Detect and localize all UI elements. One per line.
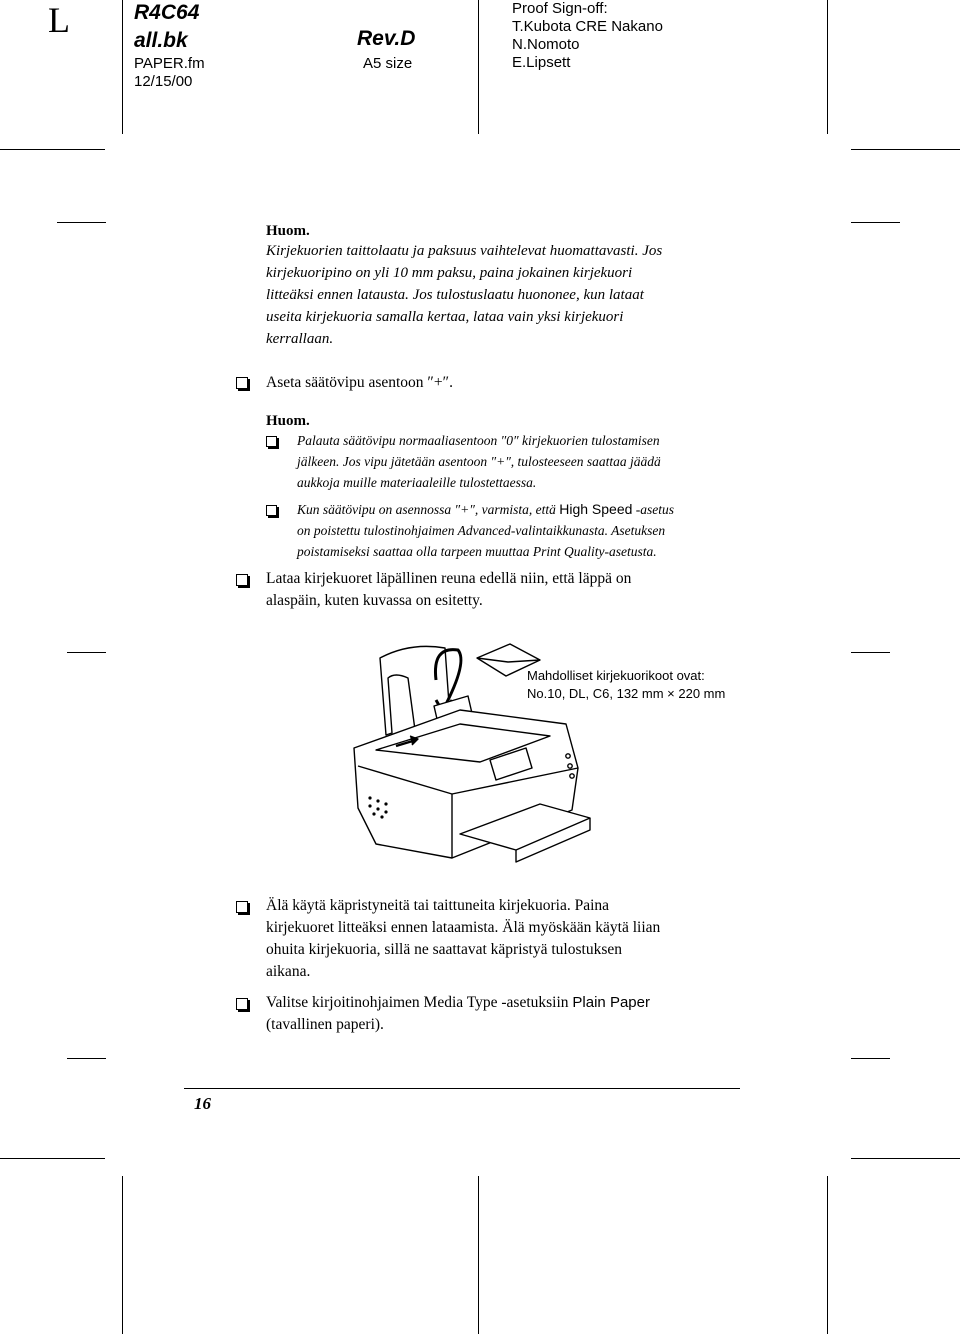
checkbox-bullet-icon [236, 998, 248, 1010]
crop-mark [478, 0, 479, 134]
step-media-type [266, 992, 650, 1014]
crop-mark [122, 1176, 123, 1334]
crop-mark [851, 149, 960, 150]
figure-caption: Mahdolliset kirjekuorikoot ovat: [527, 668, 705, 683]
crop-mark [0, 1158, 105, 1159]
step-avoid: aikana. [266, 963, 311, 980]
step-avoid: ohuita kirjekuoria, sillä ne saattavat käpristyä tulostuksen [266, 941, 622, 958]
note-text: kerrallaan. [266, 331, 334, 347]
header-letter: L [48, 0, 70, 40]
note-text: Kun säätövipu on asennossa ″+″, varmista, että [297, 502, 560, 517]
crop-mark [57, 222, 106, 223]
signoff-name: N.Nomoto [512, 36, 580, 53]
book-title: R4C64 [134, 1, 200, 24]
crop-mark [827, 0, 828, 134]
signoff-name: E.Lipsett [512, 54, 571, 71]
note-text: aukkoja muille materiaaleille tulostettaessa. [297, 475, 537, 490]
header-date: 12/15/00 [134, 73, 193, 90]
crop-mark [122, 0, 123, 134]
note-text: Palauta säätövipu normaaliasentoon ″0″ kirjekuorien tulostamisen [297, 433, 660, 448]
crop-mark [851, 652, 890, 653]
crop-mark [851, 222, 900, 223]
proof-signoff-label: Proof Sign-off: [512, 0, 608, 17]
ui-setting-name: Plain Paper [572, 994, 650, 1011]
crop-mark [851, 1158, 960, 1159]
step-avoid: kirjekuoret litteäksi ennen lataamista. Älä myöskään käytä liian [266, 919, 661, 936]
crop-mark [827, 1176, 828, 1334]
ui-setting-name: High Speed [559, 501, 633, 517]
crop-mark [478, 1176, 479, 1334]
note-text: Kirjekuorien taittolaatu ja paksuus vaihtelevat huomattavasti. Jos [266, 243, 663, 259]
note-text: poistamiseksi saattaa olla tarpeen muuttaa Print Quality-asetusta. [297, 544, 657, 559]
page-number: 16 [194, 1094, 211, 1113]
checkbox-bullet-icon [236, 377, 248, 389]
step-load: alaspäin, kuten kuvassa on esitetty. [266, 592, 483, 609]
note-text: jälkeen. Jos vipu jätetään asentoon ″+″, tulosteeseen saattaa jäädä [297, 454, 661, 469]
note-text: -asetus [632, 502, 675, 517]
footer-rule [184, 1088, 740, 1089]
note-text-high-speed [297, 499, 674, 520]
note-text: litteäksi ennen latausta. Jos tulostuslaatu huononee, kun lataat [266, 287, 644, 303]
crop-mark [851, 1058, 890, 1059]
signoff-name: T.Kubota CRE Nakano [512, 18, 663, 35]
note-heading: Huom. [266, 223, 310, 239]
crop-mark [67, 1058, 106, 1059]
page-size: A5 size [363, 55, 413, 72]
checkbox-bullet-icon [236, 901, 248, 913]
figure-caption: No.10, DL, C6, 132 mm × 220 mm [527, 686, 726, 701]
checkbox-bullet-icon [266, 436, 277, 447]
note-text: useita kirjekuoria samalla kertaa, lataa vain yksi kirjekuori [266, 309, 624, 325]
chapter-file: PAPER.fm [134, 55, 205, 72]
crop-mark [67, 652, 106, 653]
note-heading: Huom. [266, 413, 310, 429]
checkbox-bullet-icon [266, 505, 277, 516]
note-text: kirjekuoripino on yli 10 mm paksu, paina jokainen kirjekuori [266, 265, 633, 281]
step-load: Lataa kirjekuoret läpällinen reuna edellä niin, että läppä on [266, 570, 632, 587]
step-text: (tavallinen paperi). [266, 1016, 384, 1033]
step-text: Valitse kirjoitinohjaimen Media Type -asetuksiin [266, 994, 573, 1011]
book-file: all.bk [134, 29, 188, 52]
step-lever: Aseta säätövipu asentoon ″+″. [266, 374, 453, 391]
note-text: on poistettu tulostinohjaimen Advanced-valintaikkunasta. Asetuksen [297, 523, 666, 538]
checkbox-bullet-icon [236, 574, 248, 586]
revision: Rev.D [357, 27, 416, 50]
step-avoid: Älä käytä käpristyneitä tai taittuneita kirjekuoria. Paina [266, 897, 610, 914]
crop-mark [0, 149, 105, 150]
